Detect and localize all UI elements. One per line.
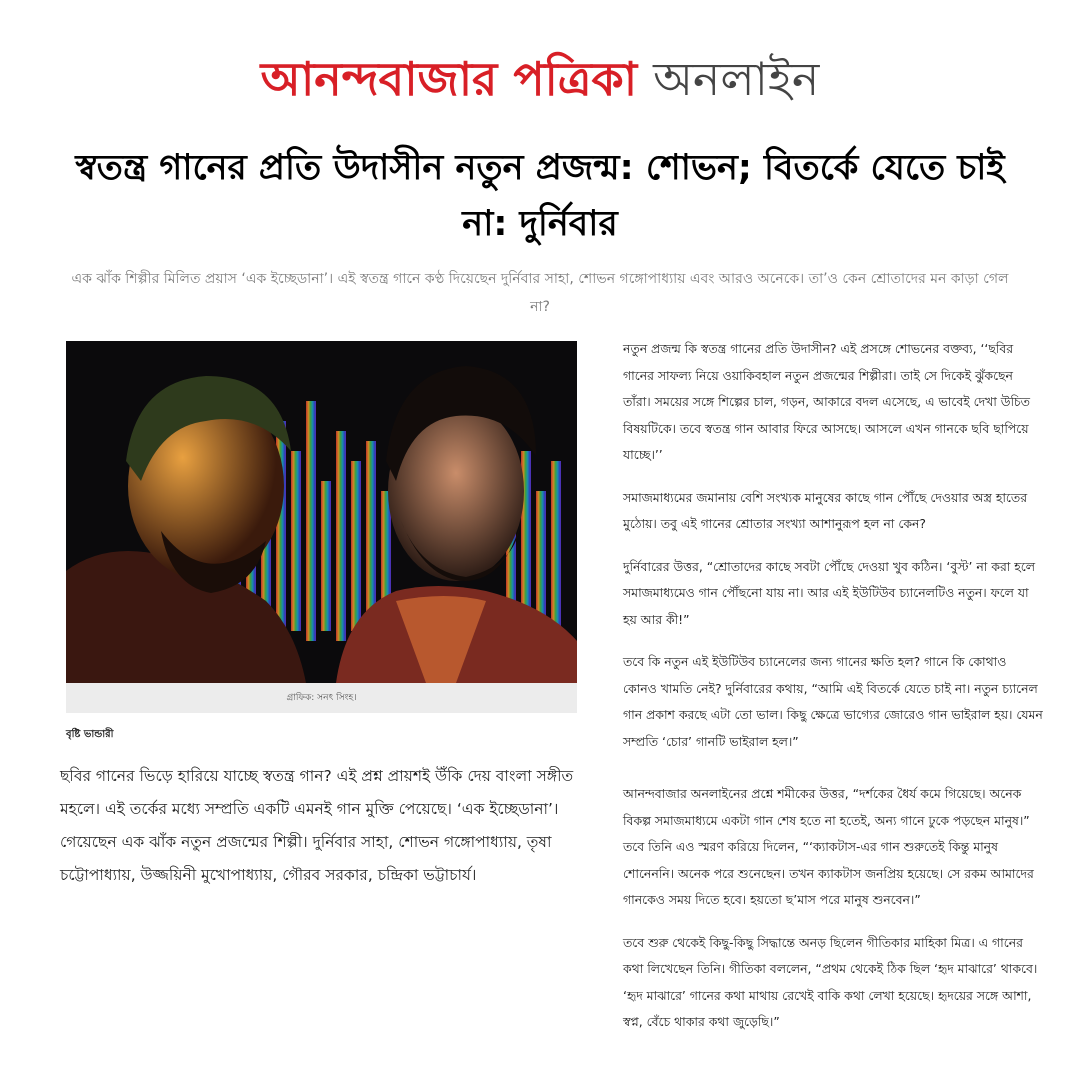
article-subheadline: এক ঝাঁক শিল্পীর মিলিত প্রয়াস ‘এক ইচ্ছেডানা’। এই স্বতন্ত্র গানে কণ্ঠ দিয়েছেন দুর্নিবার সাহা, শোভন গঙ্গোপাধ্যায় এবং আরও অনেকে। তা’ও কেন শ্রোতাদের মন কাড়া গেল না? — [71, 271, 1009, 315]
body-paragraph: তবে কি নতুন এই ইউটিউব চ্যানেলের জন্য গানের ক্ষতি হল? গানে কি কোথাও কোনও খামতি নেই? দুর্নিবারের কথায়, “আমি এই বিতর্কে যেতে চাই না। নতুন চ্যানেল গান প্রকাশ করছে এটা তো ভাল। কিছু ক্ষেত্রে ভাগ্যের জোরেও গান ভাইরাল হয়। যেমন সম্প্রতি ‘চোর’ গানটি ভাইরাল হল।” — [623, 654, 1043, 749]
article-image — [66, 341, 577, 713]
body-paragraph: দুর্নিবারের উত্তর, “শ্রোতাদের কাছে সবটা পৌঁছে দেওয়া খুব কঠিন। ‘বুস্ট’ না করা হলে সমাজমাধ্যমেও গান পৌঁছনো যায় না। আর এই ইউটিউব চ্যানেলটিও নতুন। ফলে যা হয় আর কী!” — [623, 558, 1036, 627]
article-body-column — [623, 336, 1043, 1052]
body-paragraph: তবে শুরু থেকেই কিছু-কিছু সিদ্ধান্তে অনড় ছিলেন গীতিকার মাহিকা মিত্র। এ গানের কথা লিখেছেন তিনি। গীতিকা বললেন, “প্রথম থেকেই ঠিক ছিল ‘হৃদ মাঝারে’ থাকবে। ‘হৃদ মাঝারে’ গানের কথা মাথায় রেখেই বাকি কথা লেখা হয়েছে। হৃদয়ের সঙ্গে আশা, স্বপ্ন, বেঁচে থাকার কথা জুড়েছি।” — [623, 934, 1038, 1029]
singers-photo-icon — [66, 341, 577, 683]
body-paragraph: আনন্দবাজার অনলাইনের প্রশ্নে শমীকের উত্তর, “দর্শকের ধৈর্য কমে গিয়েছে। অনেক বিকল্প সমাজমাধ্যমে একটা গান শেষ হতে না হতেই, অন্য গানে ঢুকে পড়ছেন মানুষ।” তবে তিনি এও স্মরণ করিয়ে দিলেন, “‘ক্যাকটাস-এর গান শুরুতেই কিন্তু মানুষ শোনেননি। অনেক পরে শুনেছেন। তখন ক্যাকটাস জনপ্রিয় হয়েছে। সে রকম আমাদের গানকেও সময় দিতে হবে। হয়তো ছ’মাস পরে মানুষ শুনবেন।” — [623, 786, 1034, 907]
body-paragraph: নতুন প্রজন্ম কি স্বতন্ত্র গানের প্রতি উদাসীন? এই প্রসঙ্গে শোভনের বক্তব্য, ‘‘ছবির গানের সাফল্য নিয়ে ওয়াকিবহাল নতুন প্রজন্মের শিল্পীরা। তাই সে দিকেই ঝুঁকছেন তাঁরা। সময়ের সঙ্গে শিল্পের চাল, গড়ন, আকারে বদল এসেছে, এ ভাবেই দেখা উচিত বিষয়টিকে। তবে স্বতন্ত্র গান আবার ফিরে আসছে। আসলে এখন গানকে ছবি ছাপিয়ে যাচ্ছে।’’ — [623, 341, 1030, 462]
author-byline[interactable]: বৃষ্টি ভান্ডারী — [66, 729, 114, 740]
masthead-logo[interactable] — [0, 44, 1080, 114]
article-headline: স্বতন্ত্র গানের প্রতি উদাসীন নতুন প্রজন্ম: শোভন; বিতর্কে যেতে চাই না: দুর্নিবার — [75, 148, 1005, 244]
image-caption: গ্রাফিক: সনৎ সিংহ। — [286, 693, 357, 703]
brand-name: আনন্দবাজার পত্রিকা — [260, 52, 638, 106]
body-paragraph: সমাজমাধ্যমের জমানায় বেশি সংখ্যক মানুষের কাছে গান পৌঁছে দেওয়ার অস্ত্র হাতের মুঠোয়। তবু এই গানের শ্রোতার সংখ্যা আশানুরূপ হল না কেন? — [623, 489, 1028, 531]
lead-paragraph: ছবির গানের ভিড়ে হারিয়ে যাচ্ছে স্বতন্ত্র গান? এই প্রশ্ন প্রায়শই উঁকি দেয় বাংলা সঙ্গীত মহলে। এই তর্কের মধ্যে সম্প্রতি একটি এমনই গান মুক্তি পেয়েছে। ‘এক ইচ্ছেডানা’। গেয়েছেন এক ঝাঁক নতুন প্রজন্মের শিল্পী। দুর্নিবার সাহা, শোভন গঙ্গোপাধ্যায়, তৃষা চট্টোপাধ্যায়, উজ্জয়িনী মুখোপাধ্যায়, গৌরব সরকার, চন্দ্রিকা ভট্টাচার্য। — [60, 767, 574, 884]
brand-online: অনলাইন — [653, 52, 820, 106]
